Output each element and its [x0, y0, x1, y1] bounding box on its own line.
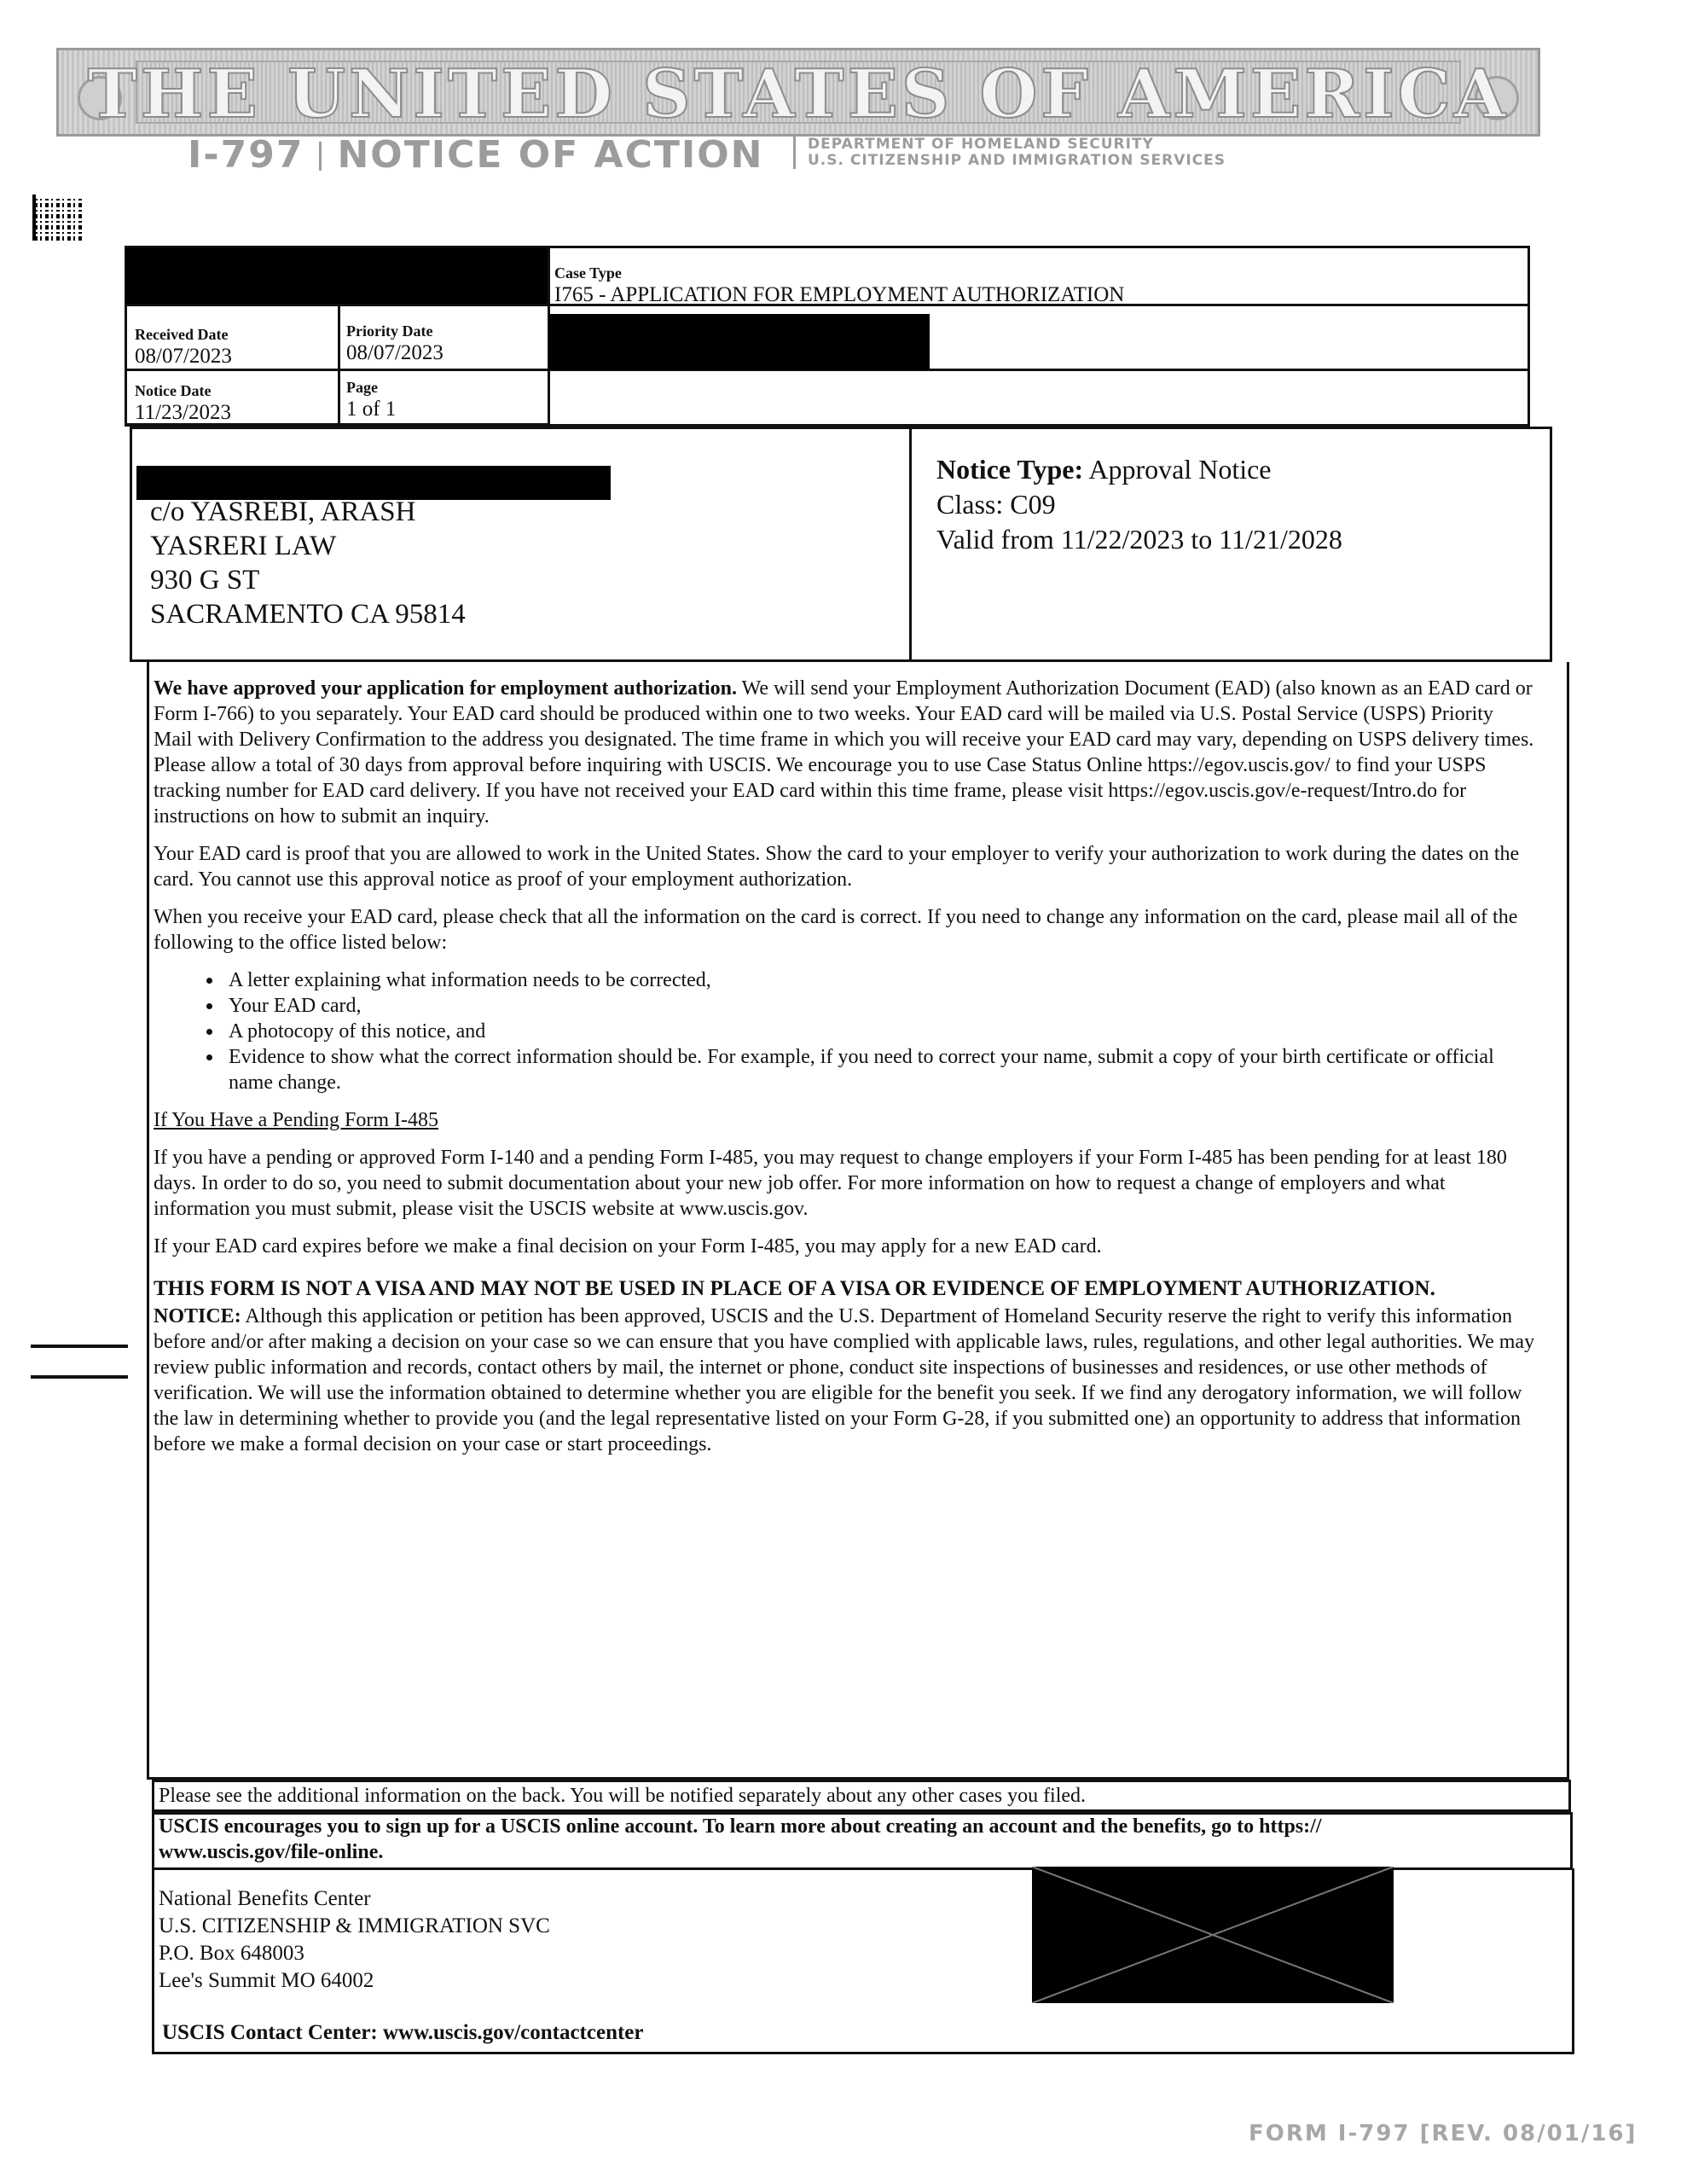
heading-divider: [319, 142, 322, 171]
divider: [338, 305, 340, 425]
notice-validity: Valid from 11/22/2023 to 11/21/2028: [936, 524, 1342, 555]
list-item: • Evidence to show what the correct information should be. For example, if you need to correct your name, submit a copy of your birth certificate or official name change.: [223, 1044, 1535, 1095]
redacted-beneficiary: [549, 314, 930, 370]
service-center-address: [159, 1885, 550, 1995]
case-type-value: I765 - APPLICATION FOR EMPLOYMENT AUTHORIZATION: [554, 283, 1125, 306]
notice-date-value: 11/23/2023: [135, 401, 231, 424]
page-label: Page: [346, 379, 378, 396]
address-line: c/o YASREBI, ARASH: [150, 497, 416, 527]
received-date-label: Received Date: [135, 326, 229, 343]
department-name: DEPARTMENT OF HOMELAND SECURITY: [808, 136, 1154, 153]
notice-type-label: Notice Type:: [936, 454, 1084, 485]
list-item: • A photocopy of this notice, and: [223, 1019, 1535, 1044]
paragraph: If your EAD card expires before we make a final decision on your Form I-485, you may apply for a new EAD card.: [154, 1235, 1102, 1258]
agency-name: U.S. CITIZENSHIP AND IMMIGRATION SERVICES: [808, 152, 1226, 169]
section-heading: If You Have a Pending Form I-485: [154, 1109, 438, 1131]
list-item: • Your EAD card,: [223, 993, 1535, 1019]
banner-title: THE UNITED STATES OF AMERICA: [87, 55, 1510, 133]
seal-banner: [56, 48, 1540, 136]
address-line: U.S. CITIZENSHIP & IMMIGRATION SVC: [159, 1914, 550, 1937]
form-number: I-797: [188, 133, 304, 177]
notice-date-label: Notice Date: [135, 382, 212, 399]
cross-icon: [1032, 1867, 1394, 2003]
margin-mark: [31, 1345, 128, 1348]
paragraph: Your EAD card is proof that you are allowed to work in the United States. Show the card to your employer to verify your authorization to work during the dates on the card. You cannot use this approval notice as proof of your employment authorization.: [154, 843, 1520, 891]
address-line: National Benefits Center: [159, 1887, 371, 1910]
list-item: • A letter explaining what information needs to be corrected,: [223, 967, 1535, 993]
form-heading: [188, 133, 764, 184]
margin-mark: [31, 1375, 128, 1379]
department-block: [793, 136, 1226, 169]
priority-date-value: 08/07/2023: [346, 341, 443, 364]
paragraph: If you have a pending or approved Form I-140 and a pending Form I-485, you may request to change employers if your Form I-485 has been pending for at least 180 days. In order to do so, you need to submit documentation about your new job offer. For more information on how to request a change of employers and what information you must submit, please visit the USCIS website at www.uscis.gov.: [154, 1147, 1507, 1220]
notice-info: [936, 452, 1342, 557]
divider: [909, 428, 912, 660]
not-a-visa-warning: THIS FORM IS NOT A VISA AND MAY NOT BE USED IN PLACE OF A VISA OR EVIDENCE OF EMPLOYMENT AUTHORIZATION.: [154, 1277, 1435, 1300]
approval-statement: We have approved your application for employment authorization.: [154, 677, 738, 700]
notice-class: Class: C09: [936, 489, 1056, 520]
additional-info-text: Please see the additional information on the back. You will be notified separately about any other cases you filed.: [159, 1785, 1087, 1807]
notice-type-value: Approval Notice: [1088, 454, 1272, 485]
barcode-icon: [34, 196, 84, 241]
notice-heading: NOTICE:: [154, 1305, 241, 1327]
form-revision: FORM I-797 [REV. 08/01/16]: [1249, 2121, 1638, 2146]
priority-date-label: Priority Date: [346, 322, 433, 340]
notice-type: [936, 452, 1342, 487]
online-account-line: USCIS encourages you to sign up for a USCIS online account. To learn more about creating an account and the benefits, go to https://: [159, 1815, 1322, 1838]
paragraph: [154, 676, 1535, 829]
paragraph: When you receive your EAD card, please check that all the information on the card is correct. If you need to change any information on the card, please mail all of the following to the office listed below:: [154, 906, 1518, 954]
redacted-receipt-number: [126, 247, 548, 304]
redacted-signature-box: [1032, 1867, 1394, 2003]
address-line: SACRAMENTO CA 95814: [150, 599, 466, 630]
online-account-link: www.uscis.gov/file-online.: [159, 1841, 384, 1863]
address-line: P.O. Box 648003: [159, 1942, 304, 1965]
address-line: YASRERI LAW: [150, 531, 337, 561]
page-value: 1 of 1: [346, 398, 397, 421]
address-line: Lee's Summit MO 64002: [159, 1969, 374, 1992]
online-account-text: [159, 1814, 1321, 1865]
contact-center: USCIS Contact Center: www.uscis.gov/contactcenter: [162, 2021, 644, 2044]
received-date-value: 08/07/2023: [135, 345, 232, 368]
paragraph-text: Although this application or petition has been approved, USCIS and the U.S. Department of Homeland Security reserve the right to verify this information before and/or after making a decision on your case so we can ensure that you have complied with applicable laws, rules, regulations, and other legal authorities. We may review public information and records, contact others by mail, the internet or phone, conduct site inspections of businesses and residences, or use other methods of verification. We will use the information obtained to determine whether you are eligible for the benefit you seek. If we find any derogatory information, we will follow the law in determining whether to provide you (and the legal representative listed on your Form G-28, if you submitted one) an opportunity to address that information before we make a formal decision on your case or start proceedings.: [154, 1305, 1535, 1455]
form-name: NOTICE OF ACTION: [337, 133, 764, 177]
case-type-label: Case Type: [554, 264, 622, 282]
paragraph-text: We will send your Employment Authorization Document (EAD) (also known as an EAD card or Form I-766) to you separately. Your EAD card should be produced within one to two weeks. Your EAD card will be mailed via U.S. Postal Service (USPS) Priority Mail with Delivery Confirmation to the address you designated. The time frame in which you will receive your EAD card may vary, depending on USPS delivery times. Please allow a total of 30 days from approval before inquiring with USCIS. We encourage you to use Case Status Online https://egov.uscis.gov/ to find your USPS tracking number for EAD card delivery. If you have not received your EAD card within this time frame, please visit https://egov.uscis.gov/e-request/Intro.do for instructions on how to submit an inquiry.: [154, 677, 1534, 828]
correction-list: [154, 967, 1535, 1095]
paragraph: [154, 1304, 1535, 1457]
address-line: 930 G ST: [150, 565, 260, 595]
notice-body: [154, 676, 1535, 1469]
mailing-address: [150, 495, 466, 631]
